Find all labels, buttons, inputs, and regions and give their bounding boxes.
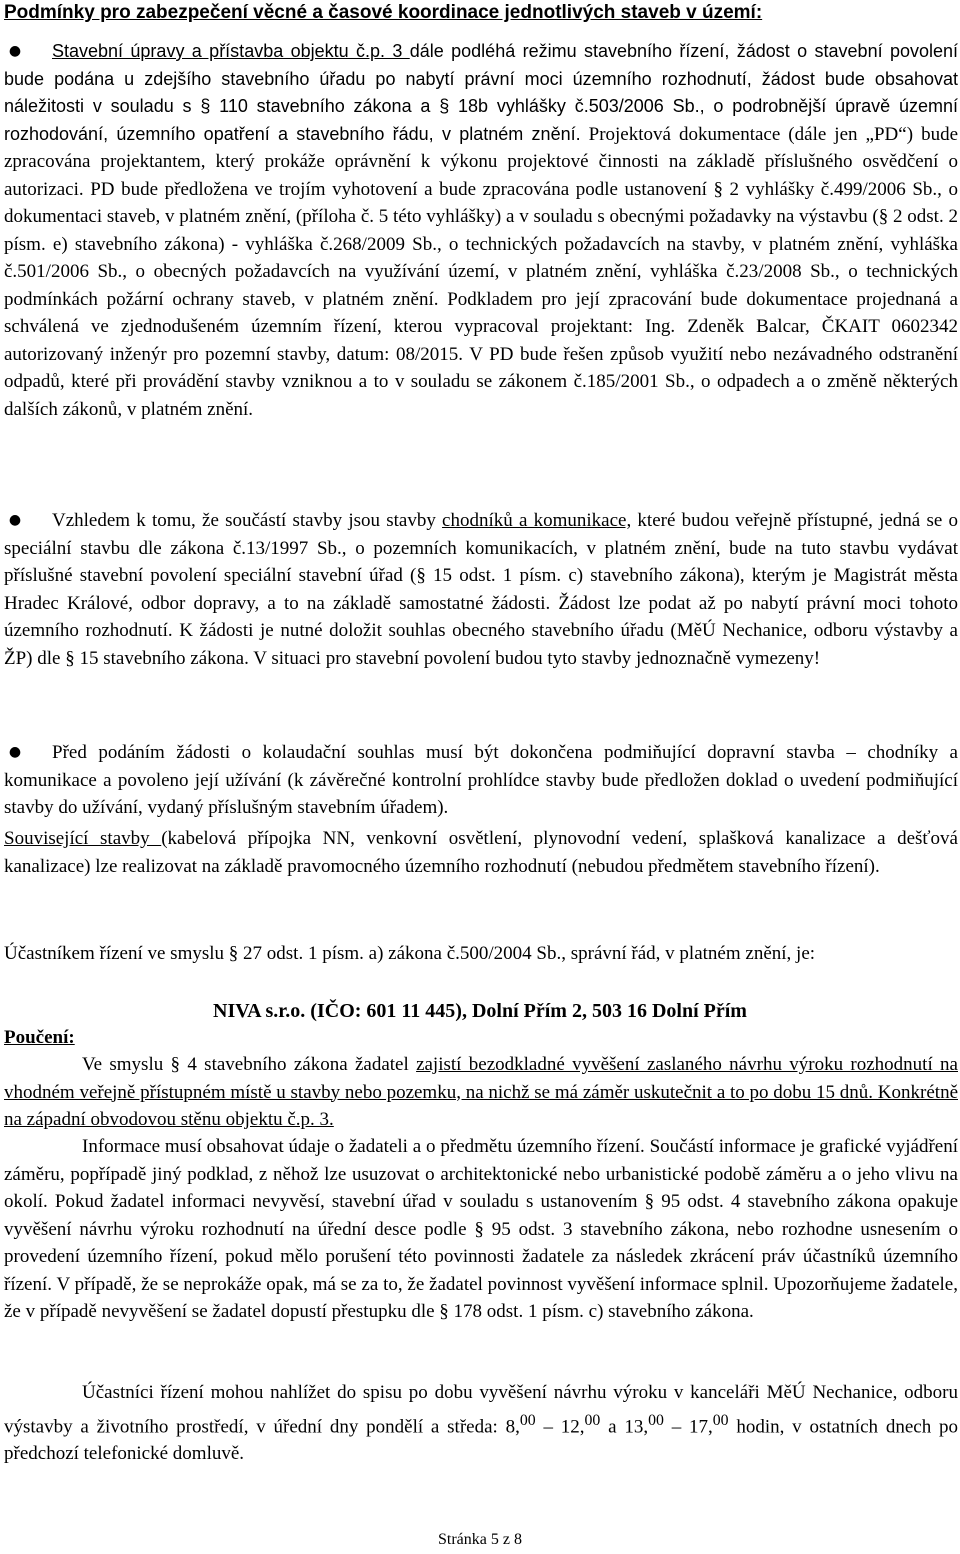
notice-3-text: Účastníci řízení mohou nahlížet do spisu po dobu vyvěšení návrhu výroku v kanceláři MěÚ Nechanice, odboru výstavby a životního prostředí, v úřední dny pondělí a středa: (4, 1382, 958, 1437)
office-hours-4-minutes: 00 (712, 1411, 729, 1429)
notice-paragraph-3 (4, 1379, 958, 1468)
notice-label (4, 1024, 958, 1052)
roads-underlined-text: chodníků a komunikace, (442, 510, 632, 531)
notice-label-text: Poučení: (4, 1027, 75, 1048)
section-heading: Podmínky pro zabezpečení věcné a časové koordinace jednotlivých staveb v území: (4, 2, 763, 23)
paragraph-building-permit (4, 38, 958, 423)
office-hours-1: 8, (505, 1415, 520, 1437)
bullet-marker: ● (8, 744, 22, 760)
page-footer: Stránka 5 z 8 (438, 1531, 522, 1548)
office-hours-2: – 12, (535, 1415, 585, 1437)
bullet-marker: ● (8, 512, 22, 528)
roads-pre-text: Vzhledem k tomu, že součástí stavby jsou stavby (52, 510, 443, 531)
notice-1-pre: Ve smyslu § 4 stavebního zákona žadatel (82, 1054, 417, 1075)
office-hours-1-minutes: 00 (519, 1411, 536, 1429)
participant-intro: Účastníkem řízení ve smyslu § 27 odst. 1 písm. a) zákona č.500/2004 Sb., správní řád, v platném znění, je: (4, 943, 816, 964)
paragraph-roads (4, 507, 958, 672)
office-hours-2-minutes: 00 (584, 1411, 601, 1429)
office-hours-3: a 13, (600, 1415, 649, 1437)
participant-name: NIVA s.r.o. (IČO: 601 11 445), Dolní Přím 2, 503 16 Dolní Přím (213, 1000, 747, 1022)
office-hours-tail: hodin, v ostatních dnech po předchozí telefonické domluvě. (4, 1415, 958, 1465)
bullet-marker: ● (8, 43, 22, 59)
project-rest-text: Projektová dokumentace (dále jen „PD“) bude zpracována projektantem, který prokáže oprávnění k výkonu projektové činnosti na základě příslušného osvědčení o autorizaci. PD bude předložena ve trojím vyhotovení a bude zpracována podle ustanovení § 2 vyhlášky č.499/2006 Sb., o dokumentaci staveb, v platném znění, (příloha č. 5 této vyhlášky) a v souladu s obecnými požadavky na výstavbu (§ 2 odst. 2 písm. e) stavebního zákona) - vyhláška č.268/2009 Sb., o technických požadavcích na stavby, v platném znění, vyhláška č.501/2006 Sb., o obecných požadavcích na využívání území, v platném znění, vyhláška č.23/2008 Sb., o technických podmínkách požární ochrany staveb, v platném znění. Podkladem pro její zpracování bude dokumentace projednaná a schválená ve zjednodušeném územním řízení, kterou vypracoval projektant: Ing. Zdeněk Balcar, ČKAIT 0602342 autorizovaný inženýr pro pozemní stavby, datum: 08/2015. V PD bude řešen způsob využití nebo nezávadného odstranění odpadů, které při provádění stavby vzniknou a to v souladu se zákonem č.185/2001 Sb., o odpadech a o změně některých dalších zákonů, v platném znění. (4, 123, 958, 420)
occupancy-text: Před podáním žádosti o kolaudační souhlas musí být dokončena podmiňující dopravní stavba – chodníky a komunikace a povoleno její užívání (k závěrečné kontrolní prohlídce stavby bude předložen doklad o uvedení podmiňující stavby do užívání, vydaný příslušným stavebním úřadem). (4, 742, 958, 818)
project-body-text: dále podléhá režimu stavebního řízení, žádost o stavební povolení bude podána u zdejšího stavebního úřadu po nabytí právní moci územního rozhodnutí, žádost bude obsahovat náležitosti v souladu s § 110 stavebního zákona a § 18b vyhlášky č.503/2006 Sb., o podrobnější úpravě územní rozhodování, územního opatření a stavebního řádu, v platném znění. (4, 41, 958, 144)
notice-2-text: Informace musí obsahovat údaje o žadateli a o předmětu územního řízení. Součástí informace je grafické vyjádření záměru, popřípadě jiný podklad, z něhož lze usuzovat o architektonické nebo urbanistické podobě záměru a o jeho vlivu na okolí. Pokud žadatel informaci nevyvěsí, stavební úřad v souladu s ustanovením § 95 odst. 4 stavebního zákona opakuje vyvěšení návrhu výroku rozhodnutí na úřední desce podle § 95 odst. 3 stavebního zákona, nebo rozhodne usnesením o provedení územního řízení, pokud mělo porušení této povinnosti žadatele za následek zkrácení práv účastníků územního řízení. V případě, že se neprokáže opak, má se za to, že žadatel povinnost vyvěšení informace splnil. Upozorňujeme žadatele, že v případě nevyvěšení se žadatel dopustí přestupku dle § 178 odst. 1 písm. c) stavebního zákona. (4, 1136, 958, 1322)
project-lead-text: Stavební úpravy a přístavba objektu č.p. 3 (52, 41, 410, 61)
paragraph-occupancy (4, 739, 958, 822)
office-hours-4: – 17, (663, 1415, 713, 1437)
office-hours-3-minutes: 00 (648, 1411, 664, 1429)
related-text: (kabelová přípojka NN, venkovní osvětlení, plynovodní vedení, splašková kanalizace a dešťová kanalizace) lze realizovat na základě pravomocného územního rozhodnutí (nebudou předmětem stavebního řízení). (4, 828, 958, 877)
notice-1-underlined: zajistí bezodkladné vyvěšení zaslaného návrhu výroku rozhodnutí na vhodném veřejně přístupném místě u stavby nebo pozemku, na nichž se má záměr uskutečnit a to po dobu 15 dnů. Konkrétně na západní obvodovou stěnu objektu č.p. 3. (4, 1054, 958, 1130)
notice-paragraph-1 (4, 1051, 958, 1134)
notice-paragraph-2 (4, 1133, 958, 1326)
paragraph-related-structures (4, 825, 958, 880)
related-underlined-text: Související stavby (4, 828, 162, 849)
roads-post-text: které budou veřejně přístupné, jedná se o speciální stavbu dle zákona č.13/1997 Sb., o pozemních komunikacích, v platném znění, bude na tuto stavbu vydávat příslušné stavební povolení speciální stavební úřad (§ 15 odst. 1 písm. c) stavebního zákona), kterým je Magistrát města Hradec Králové, odbor dopravy, a to na základě samostatné žádosti. Žádost lze podat až po nabytí právní moci tohoto územního rozhodnutí. K žádosti je nutné doložit souhlas obecného stavebního úřadu (MěÚ Nechanice, odboru výstavby a ŽP) dle § 15 stavebního zákona. V situaci pro stavební povolení budou tyto stavby jednoznačně vymezeny! (4, 510, 958, 669)
